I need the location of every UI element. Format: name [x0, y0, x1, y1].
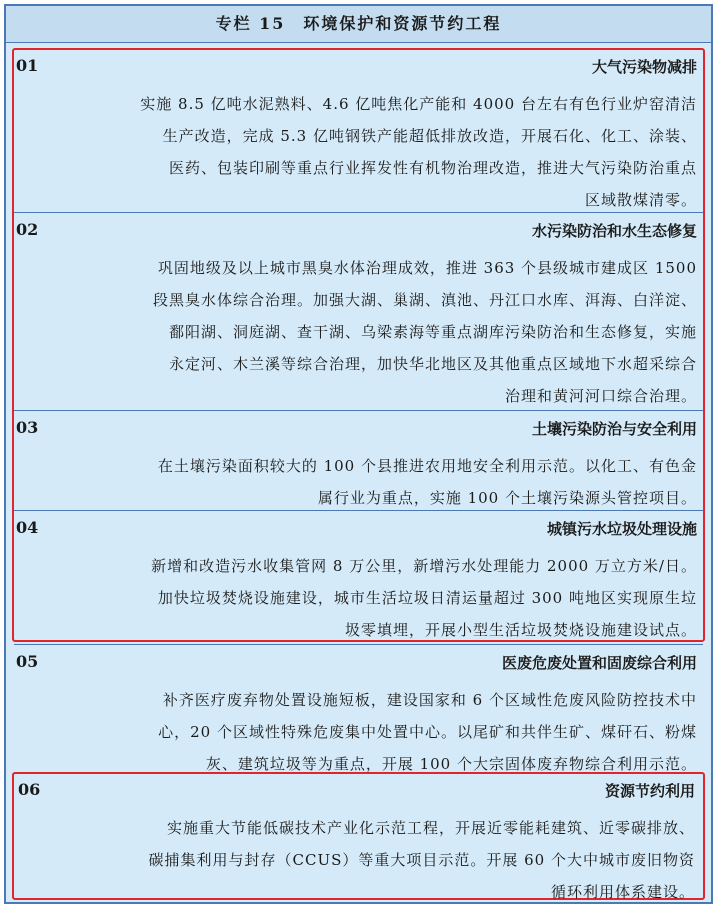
section-number: 02: [16, 220, 39, 239]
section-divider: [14, 510, 703, 511]
section-heading: 城镇污水垃圾处理设施: [546, 520, 697, 538]
body-line: 碳捕集利用与封存（CCUS）等重大项目示范。开展 60 个大中城市废旧物资: [148, 851, 695, 869]
section-divider: [14, 644, 703, 645]
body-line: 在土壤污染面积较大的 100 个县推进农用地安全利用示范。以化工、有色金: [157, 457, 697, 475]
section-heading: 资源节约利用: [604, 782, 695, 800]
section-06: [12, 772, 705, 900]
section-heading: 大气污染物减排: [591, 58, 697, 76]
body-line: 新增和改造污水收集管网 8 万公里，新增污水处理能力 2000 万立方米/日。: [151, 557, 697, 575]
section-number: 04: [16, 518, 39, 537]
body-line: 补齐医疗废弃物处置设施短板，建设国家和 6 个区域性危废风险防控技术中: [162, 691, 697, 709]
section-divider: [14, 212, 703, 213]
panel-title: 专栏 15 环境保护和资源节约工程: [6, 6, 711, 43]
section-divider: [14, 410, 703, 411]
body-line: 灰、建筑垃圾等为重点，开展 100 个大宗固体废弃物综合利用示范。: [205, 755, 697, 773]
body-line: 生产改造，完成 5.3 亿吨钢铁产能超低排放改造，开展石化、化工、涂装、: [162, 127, 697, 145]
section-04: [12, 512, 705, 642]
body-line: 永定河、木兰溪等综合治理，加快华北地区及其他重点区域地下水超采综合: [168, 355, 697, 373]
body-line: 圾零填埋，开展小型生活垃圾焚烧设施建设试点。: [344, 621, 697, 639]
section-body: [18, 684, 697, 780]
body-line: 医药、包装印刷等重点行业挥发性有机物治理改造，推进大气污染防治重点: [168, 159, 697, 177]
section-body: [20, 812, 695, 908]
body-line: 鄱阳湖、洞庭湖、查干湖、乌梁素海等重点湖库污染防治和生态修复，实施: [168, 323, 697, 341]
section-number: 05: [16, 652, 39, 671]
body-line: 巩固地级及以上城市黑臭水体治理成效，推进 363 个县级城市建成区 1500: [157, 259, 697, 277]
section-05: [12, 646, 705, 773]
body-line: 循环利用体系建设。: [550, 883, 695, 901]
feature-panel: [4, 4, 713, 904]
body-line: 属行业为重点，实施 100 个土壤污染源头管控项目。: [317, 489, 697, 507]
section-body: [18, 88, 697, 216]
section-body: [18, 450, 697, 514]
section-heading: 水污染防治和水生态修复: [531, 222, 697, 240]
section-heading: 土壤污染防治与安全利用: [531, 420, 697, 438]
body-line: 心，20 个区域性特殊危废集中处置中心。以尾矿和共伴生矿、煤矸石、粉煤: [158, 723, 697, 741]
section-03: [12, 412, 705, 512]
body-line: 实施 8.5 亿吨水泥熟料、4.6 亿吨焦化产能和 4000 台左右有色行业炉窑清洁: [140, 95, 697, 113]
section-02: [12, 214, 705, 410]
section-number: 01: [16, 56, 39, 75]
section-body: [18, 550, 697, 646]
section-number: 03: [16, 418, 39, 437]
section-number: 06: [18, 780, 41, 799]
section-01: [12, 50, 705, 214]
body-line: 区域散煤清零。: [584, 191, 697, 209]
body-line: 实施重大节能低碳技术产业化示范工程，开展近零能耗建筑、近零碳排放、: [166, 819, 695, 837]
body-line: 治理和黄河河口综合治理。: [504, 387, 697, 405]
section-heading: 医废危废处置和固废综合利用: [501, 654, 697, 672]
section-body: [18, 252, 697, 412]
body-line: 加快垃圾焚烧设施建设，城市生活垃圾日清运量超过 300 吨地区实现原生垃: [157, 589, 697, 607]
body-line: 段黑臭水体综合治理。加强大湖、巢湖、滇池、丹江口水库、洱海、白洋淀、: [152, 291, 697, 309]
